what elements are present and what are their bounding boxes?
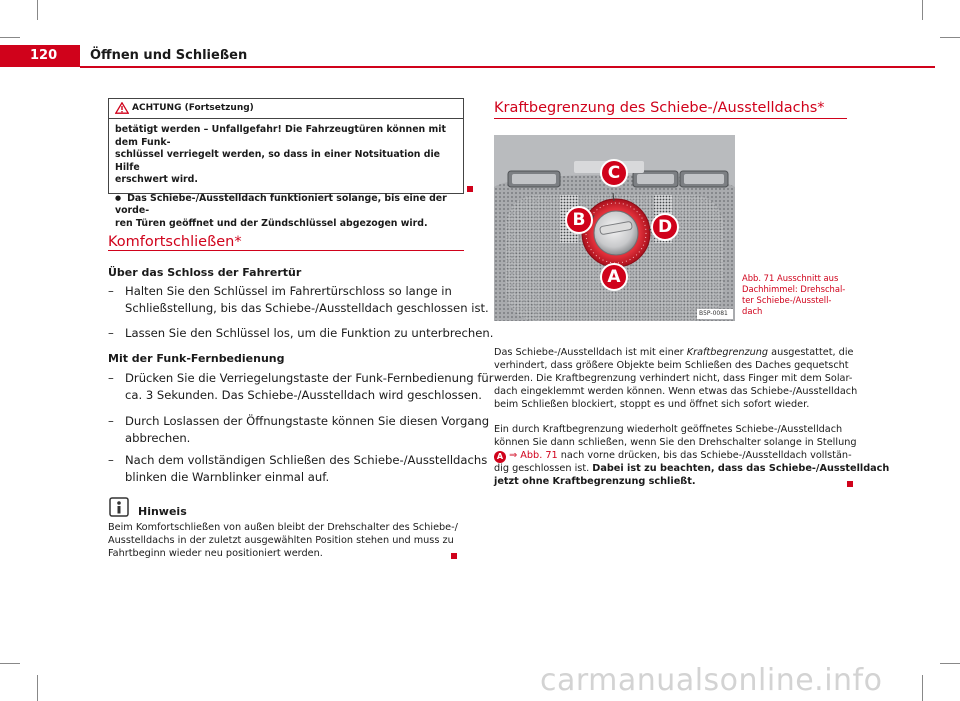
subheading-driver-door: Über das Schloss der Fahrertür [108, 266, 302, 279]
callout-label-b: B [572, 210, 586, 230]
list-item [108, 413, 490, 430]
crop-mark [940, 663, 960, 664]
position-badge-a: A [494, 451, 506, 463]
crop-mark [0, 663, 20, 664]
figure-reference-link[interactable]: ⇒ Abb. 71 [506, 450, 558, 461]
info-note-icon [109, 497, 129, 517]
list-text: Halten Sie den Schlüssel im Fahrertürschloss so lange in [125, 284, 452, 298]
list-item [108, 452, 488, 469]
list-text: abbrechen. [125, 431, 191, 445]
caption-line: Abb. 71 Ausschnitt aus [742, 273, 839, 283]
section-title-komfortschliessen: Komfortschließen* [108, 234, 242, 250]
end-marker-icon [467, 186, 473, 192]
list-dash: – [108, 414, 114, 428]
page-number: 120 [30, 48, 58, 63]
callout-label-d: D [657, 217, 673, 237]
paragraph-line: beim Schließen blockiert, stoppt es und öffnet sich sofort wieder. [494, 399, 810, 410]
callout-label-c: C [607, 163, 621, 183]
caption-line: dach [742, 306, 763, 316]
crop-mark [37, 0, 38, 20]
section-rule [108, 250, 464, 251]
paragraph-line [494, 450, 852, 463]
list-dash: – [108, 371, 114, 385]
section-title-kraftbegrenzung: Kraftbegrenzung des Schiebe-/Ausstelldachs* [494, 100, 825, 116]
text-span: ausgestattet, die [768, 347, 854, 358]
note-line: Beim Komfortschließen von außen bleibt der Drehschalter des Schiebe-/ [108, 522, 458, 533]
note-line: Ausstelldachs in der zuletzt ausgewählten Position stehen und muss zu [108, 535, 454, 546]
end-marker-icon [847, 481, 853, 487]
caption-line: Dachhimmel: Drehschal- [742, 284, 846, 294]
caption-line: ter Schiebe-/Ausstell- [742, 295, 832, 305]
list-dash: – [108, 453, 114, 467]
bullet-dot: ● [115, 193, 122, 202]
warning-line: betätigt werden – Unfallgefahr! Die Fahrzeugtüren können mit dem Funk- [115, 124, 446, 148]
subheading-remote: Mit der Funk-Fernbedienung [108, 352, 285, 365]
paragraph-line: verhindert, dass größere Objekte beim Schließen des Daches gequetscht [494, 360, 849, 371]
text-emphasis: Kraftbegrenzung [686, 347, 769, 358]
paragraph-line [494, 463, 889, 476]
paragraph-line [494, 347, 854, 360]
text-bold: Dabei ist zu beachten, dass das Schiebe-/Ausstelldach [592, 463, 890, 474]
watermark: carmanualsonline.info [540, 663, 883, 698]
crop-mark [940, 37, 960, 38]
warning-line: ren Türen geöffnet und der Zündschlüssel abgezogen wird. [115, 217, 428, 229]
paragraph-line: können Sie dann schließen, wenn Sie den Drehschalter solange in Stellung [494, 437, 857, 448]
text-span: Das Schiebe-/Ausstelldach ist mit einer [494, 347, 687, 358]
note-title: Hinweis [138, 505, 187, 518]
crop-mark [0, 37, 20, 38]
crop-mark [922, 675, 923, 701]
crop-mark [922, 0, 923, 20]
chapter-title: Öffnen und Schließen [90, 48, 248, 63]
warning-line: Das Schiebe-/Ausstelldach funktioniert solange, bis eine der vorde- [115, 192, 447, 216]
figure-caption [742, 273, 845, 317]
list-item [108, 370, 494, 387]
list-dash: – [108, 284, 114, 298]
warning-line: schlüssel verriegelt werden, so dass in einer Notsituation die Hilfe [115, 149, 441, 173]
crop-mark [37, 675, 38, 701]
paragraph-line: werden. Die Kraftbegrenzung verhindert nicht, dass Finger mit dem Solar- [494, 373, 853, 384]
warning-triangle-icon [115, 102, 129, 114]
paragraph-line: jetzt ohne Kraftbegrenzung schließt. [494, 476, 696, 487]
list-text: Drücken Sie die Verriegelungstaste der Funk-Fernbedienung für [125, 371, 494, 385]
section-rule [494, 118, 847, 119]
list-text: Lassen Sie den Schlüssel los, um die Funktion zu unterbrechen. [125, 326, 494, 340]
note-line: Fahrtbeginn wieder neu positioniert werden. [108, 548, 323, 559]
header-rule [80, 66, 935, 68]
warning-line: erschwert wird. [115, 174, 198, 185]
warning-text [115, 124, 460, 235]
list-item [108, 325, 494, 342]
paragraph-line: Ein durch Kraftbegrenzung wiederholt geöffnetes Schiebe-/Ausstelldach [494, 424, 843, 435]
list-dash: – [108, 326, 114, 340]
list-text: Durch Loslassen der Öffnungstaste können Sie diesen Vorgang [125, 414, 490, 428]
figure-code: B5P-0081 [699, 310, 728, 317]
list-text: ca. 3 Sekunden. Das Schiebe-/Ausstelldach wird geschlossen. [125, 388, 482, 402]
warning-title: ACHTUNG (Fortsetzung) [132, 103, 254, 113]
text-span: dig geschlossen ist. [494, 463, 593, 474]
end-marker-icon [451, 553, 457, 559]
list-text: blinken die Warnblinker einmal auf. [125, 470, 330, 484]
text-span: nach vorne drücken, bis das Schiebe-/Ausstelldach vollstän- [557, 450, 852, 461]
callout-label-a: A [607, 267, 621, 287]
list-text: Nach dem vollständigen Schließen des Schiebe-/Ausstelldachs [125, 453, 488, 467]
paragraph-line: dach eingeklemmt werden können. Wenn etwas das Schiebe-/Ausstelldach [494, 386, 858, 397]
list-text: Schließstellung, bis das Schiebe-/Ausstelldach geschlossen ist. [125, 301, 489, 315]
